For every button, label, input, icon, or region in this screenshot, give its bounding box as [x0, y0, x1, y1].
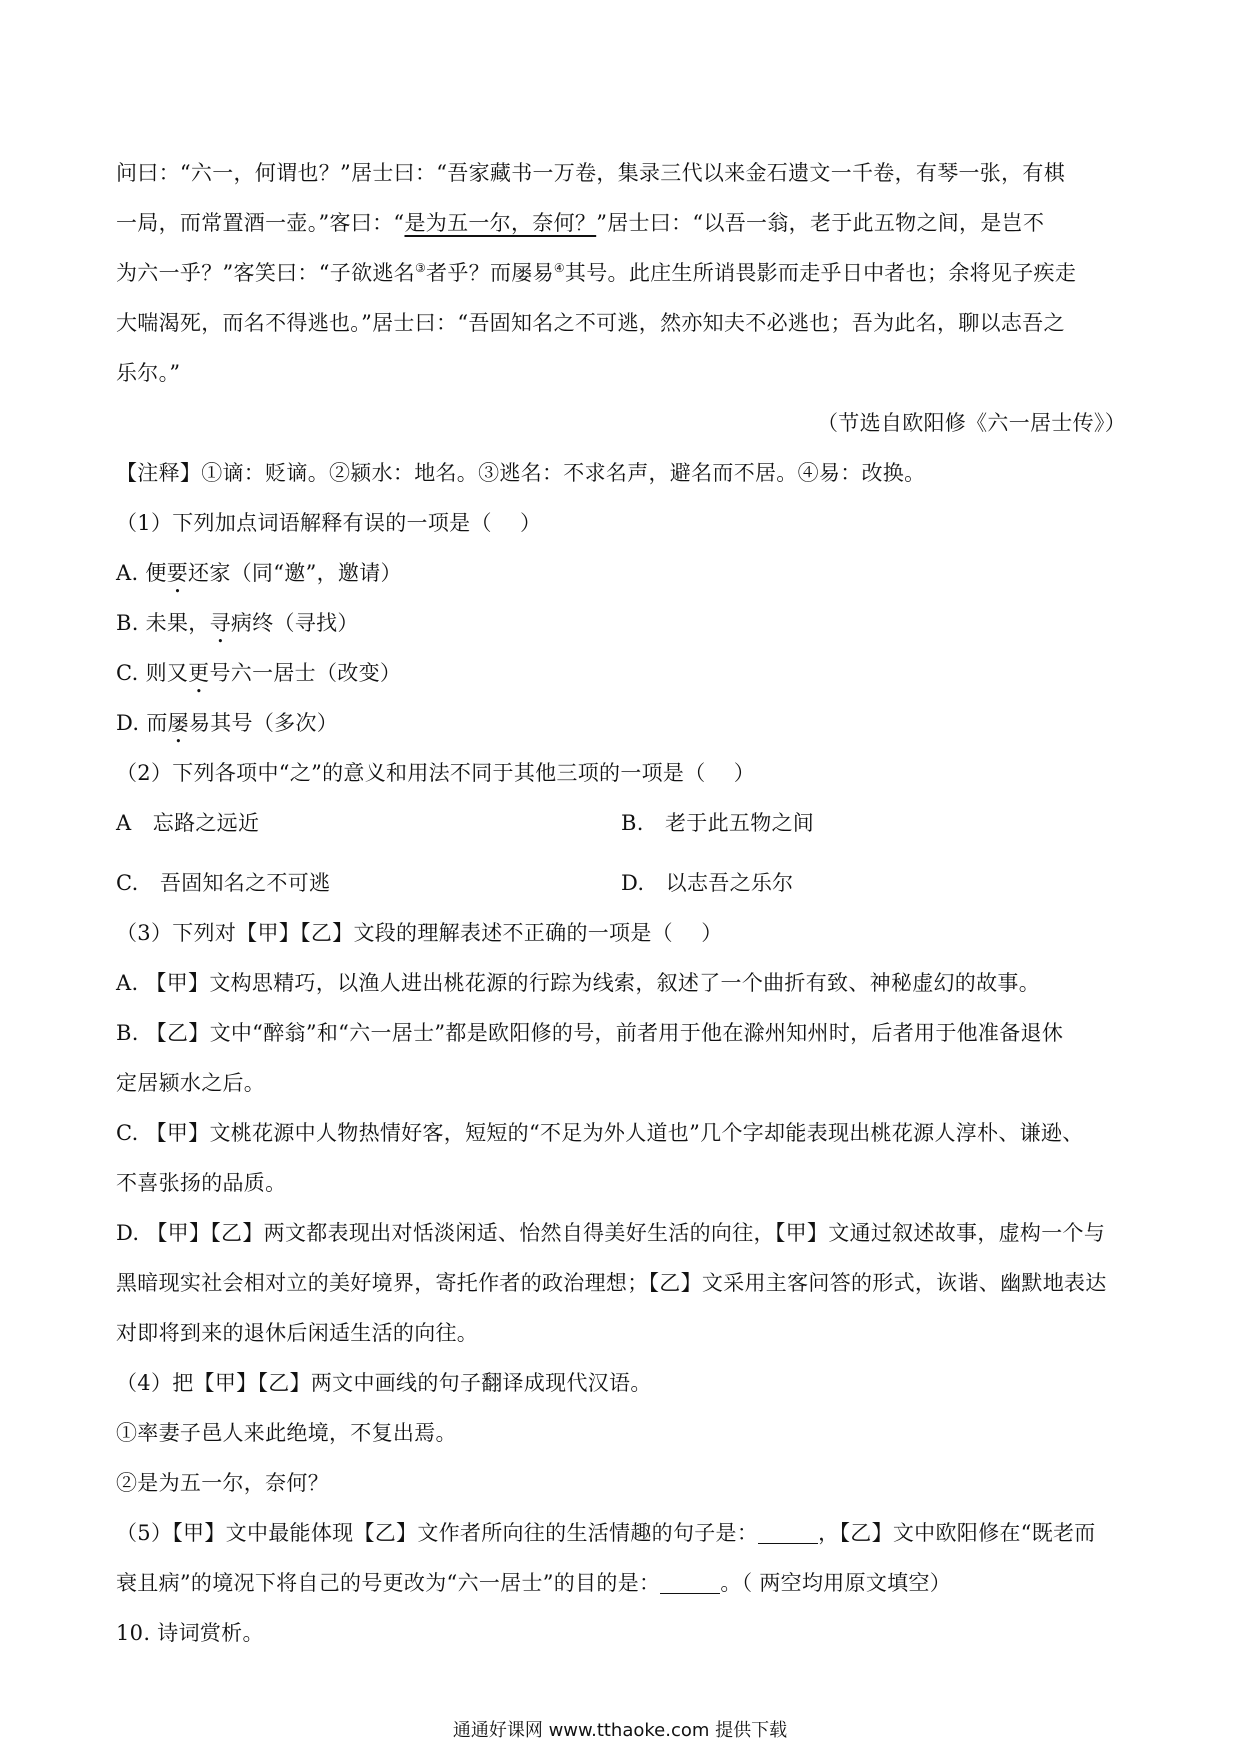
q1-stem: （1）下列加点词语解释有误的一项是（ ） [116, 511, 542, 535]
dotted-word: 屡 [167, 711, 189, 735]
q3-option-a: A. 【甲】文构思精巧，以渔人进出桃花源的行踪为线索，叙述了一个曲折有致、神秘虚幻的故事。 [116, 971, 1041, 995]
note-marker-4: ④ [553, 261, 565, 275]
q2-options-row-1 [116, 798, 1126, 848]
answer-blank-1[interactable] [758, 1521, 818, 1544]
q3-option-b-line-1: B. 【乙】文中“醉翁”和“六一居士”都是欧阳修的号，前者用于他在滁州知州时，后者用于他准备退休 [116, 1021, 1064, 1045]
q2-option-a: A 忘路之远近 [116, 811, 260, 835]
underlined-sentence: 是为五一尔，奈何？ [404, 211, 597, 235]
dotted-word: 要 [166, 561, 189, 585]
passage-line-3: 为六一乎？”客笑曰：“子欲逃名③者乎？而屡易④其号。此庄生所诮畏影而走乎日中者也；余将见子疾走 [116, 261, 1077, 285]
q3-option-d-line-1: D. 【甲】【乙】两文都表现出对恬淡闲适、怡然自得美好生活的向往，【甲】文通过叙述故事，虚构一个与 [116, 1221, 1106, 1245]
q4-stem: （4）把【甲】【乙】两文中画线的句子翻译成现代汉语。 [116, 1371, 652, 1395]
q3-stem: （3）下列对【甲】【乙】文段的理解表述不正确的一项是（ ） [116, 921, 723, 945]
q3-option-d-line-2: 黑暗现实社会相对立的美好境界，寄托作者的政治理想；【乙】文采用主客问答的形式，诙谐、幽默地表达 [116, 1271, 1107, 1295]
q3-option-d-line-3: 对即将到来的退休后闲适生活的向往。 [116, 1321, 479, 1345]
q2-options-row-2 [116, 858, 1126, 908]
q1-option-d: D. 而屡易其号（多次） [116, 711, 339, 735]
page-footer: 通通好课网 www.tthaoke.com 提供下载 [452, 1720, 788, 1741]
passage-source: （节选自欧阳修《六一居士传》） [817, 411, 1126, 435]
q2-option-b: B. 老于此五物之间 [621, 811, 815, 835]
note-marker-3: ③ [414, 261, 427, 275]
q3-option-c-line-1: C. 【甲】文桃花源中人物热情好客，短短的“不足为外人道也”几个字却能表现出桃花源人淳朴、谦逊、 [116, 1121, 1084, 1145]
passage-line-4: 大喘渴死，而名不得逃也。”居士曰：“吾固知名之不可逃，然亦知夫不必逃也；吾为此名，聊以志吾之 [116, 311, 1065, 335]
q2-stem: （2）下列各项中“之”的意义和用法不同于其他三项的一项是（ ） [116, 761, 756, 785]
q3-option-b-line-2: 定居颍水之后。 [116, 1071, 266, 1095]
dotted-word: 更 [188, 661, 210, 685]
q5-line-1: （5）【甲】文中最能体现【乙】文作者所向往的生活情趣的句子是： ，【乙】文中欧阳修在“既老而 [116, 1521, 1096, 1545]
dotted-word: 寻 [209, 611, 231, 635]
answer-blank-2[interactable] [660, 1571, 720, 1594]
document-body [116, 148, 1126, 1658]
q5-line-2: 衰且病”的境况下将自己的号更改为“六一居士”的目的是： 。（ 两空均用原文填空） [116, 1571, 952, 1595]
q1-option-b: B. 未果，寻病终（寻找） [116, 611, 359, 635]
annotation-notes: 【注释】①谪：贬谪。②颍水：地名。③逃名：不求名声，避名而不居。④易：改换。 [116, 461, 926, 485]
q4-sentence-2: ②是为五一尔，奈何？ [116, 1471, 329, 1495]
q3-option-c-line-2: 不喜张扬的品质。 [116, 1171, 287, 1195]
passage-line-1: 问曰：“六一，何谓也？”居士曰：“吾家藏书一万卷，集录三代以来金石遗文一千卷，有琴一张，有棋 [116, 161, 1066, 185]
passage-line-2: 一局，而常置酒一壶。”客曰：“是为五一尔，奈何？”居士曰：“以吾一翁，老于此五物之间，是岂不 [116, 211, 1045, 235]
q1-option-c: C. 则又更号六一居士（改变） [116, 661, 402, 685]
q10-heading: 10. 诗词赏析。 [116, 1621, 264, 1645]
q2-option-d: D. 以志吾之乐尔 [621, 871, 794, 895]
q4-sentence-1: ①率妻子邑人来此绝境，不复出焉。 [116, 1421, 457, 1445]
passage-line-5: 乐尔。” [116, 361, 181, 385]
q1-option-a: A. 便要还家（同“邀”，邀请） [116, 561, 402, 585]
q2-option-c: C. 吾固知名之不可逃 [116, 871, 331, 895]
